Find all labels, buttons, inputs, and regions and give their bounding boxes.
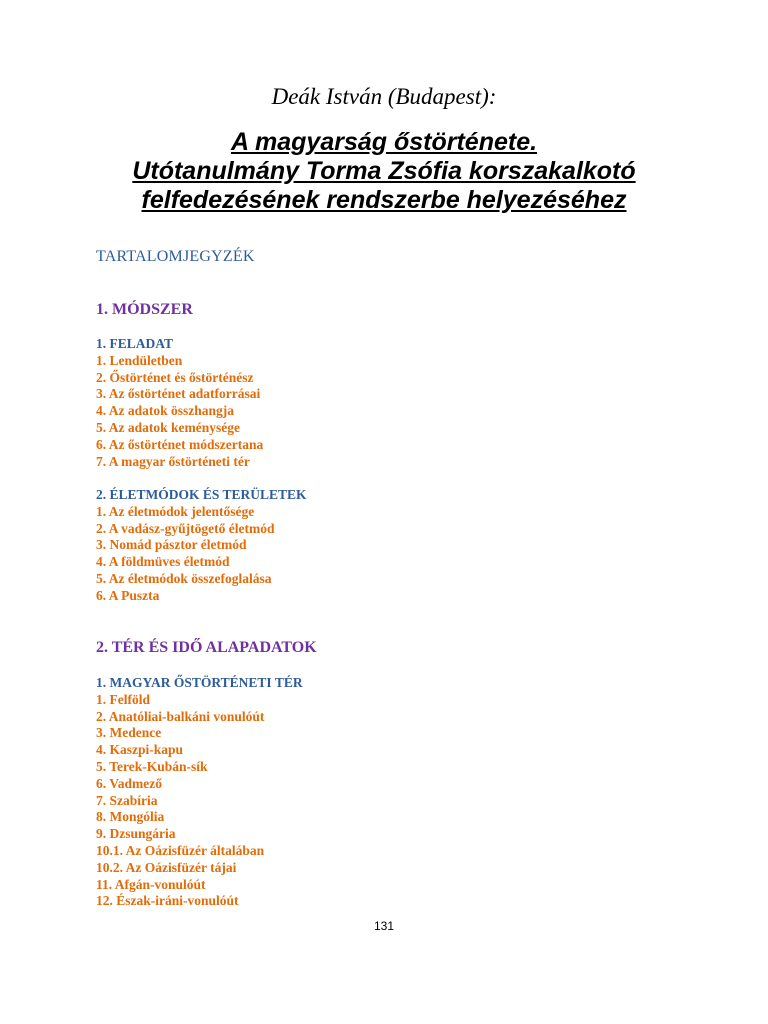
toc-item[interactable]: 4. A földmüves életmód: [96, 554, 230, 570]
toc-item[interactable]: 4. Kaszpi-kapu: [96, 742, 184, 758]
toc-section-2-1: [96, 675, 303, 910]
document-title: [0, 128, 768, 215]
toc-item[interactable]: 3. Medence: [96, 725, 162, 741]
toc-item[interactable]: 3. Nomád pásztor életmód: [96, 537, 247, 553]
toc-item[interactable]: 11. Afgán-vonulóút: [96, 876, 206, 892]
toc-item[interactable]: 6. Az őstörténet módszertana: [96, 436, 264, 452]
toc-item[interactable]: 5. Az életmódok összefoglalása: [96, 570, 272, 586]
toc-item[interactable]: 6. A Puszta: [96, 587, 160, 603]
toc-item[interactable]: 3. Az őstörténet adatforrásai: [96, 386, 261, 402]
toc-item[interactable]: 12. Észak-iráni-vonulóút: [96, 893, 239, 909]
toc-item[interactable]: 1. Felföld: [96, 691, 150, 707]
section-title: 1. MAGYAR ŐSTÖRTÉNETI TÉR: [96, 675, 303, 690]
toc-item[interactable]: 9. Dzsungária: [96, 826, 176, 842]
toc-item[interactable]: 1. Lendületben: [96, 352, 183, 368]
toc-item[interactable]: 10.2. Az Oázisfüzér tájai: [96, 859, 237, 875]
page-number: 131: [373, 919, 395, 933]
title-line-2: Utótanulmány Torma Zsófia korszakalkotó: [132, 157, 636, 185]
author-line: Deák István (Budapest):: [271, 84, 497, 109]
toc-item[interactable]: 4. Az adatok összhangja: [96, 403, 235, 419]
toc-item[interactable]: 10.1. Az Oázisfüzér általában: [96, 842, 265, 858]
toc-item[interactable]: 5. Az adatok keménysége: [96, 419, 240, 435]
toc-item[interactable]: 2. A vadász-gyűjtögető életmód: [96, 520, 275, 536]
toc-item[interactable]: 5. Terek-Kubán-sík: [96, 758, 208, 774]
toc-item[interactable]: 2. Őstörténet és őstörténész: [96, 369, 254, 385]
part-heading-1: 1. MÓDSZER: [96, 301, 193, 318]
title-line-3: felfedezésének rendszerbe helyezéséhez: [141, 186, 627, 214]
toc-section-1-1: [96, 336, 263, 470]
toc-item[interactable]: 1. Az életmódok jelentősége: [96, 503, 255, 519]
toc-item[interactable]: 8. Mongólia: [96, 809, 165, 825]
toc-item[interactable]: 7. Szabíria: [96, 792, 158, 808]
part-heading-2: 2. TÉR ÉS IDŐ ALAPADATOK: [96, 639, 317, 656]
section-title: 1. FELADAT: [96, 336, 174, 351]
section-title: 2. ÉLETMÓDOK ÉS TERÜLETEK: [96, 487, 307, 502]
toc-item[interactable]: 6. Vadmező: [96, 775, 163, 791]
toc-item[interactable]: 7. A magyar őstörténeti tér: [96, 453, 250, 469]
toc-heading: TARTALOMJEGYZÉK: [96, 248, 255, 265]
title-line-1: A magyarság őstörténete.: [230, 128, 538, 156]
toc-section-1-2: [96, 487, 307, 605]
toc-item[interactable]: 2. Anatóliai-balkáni vonulóút: [96, 708, 265, 724]
